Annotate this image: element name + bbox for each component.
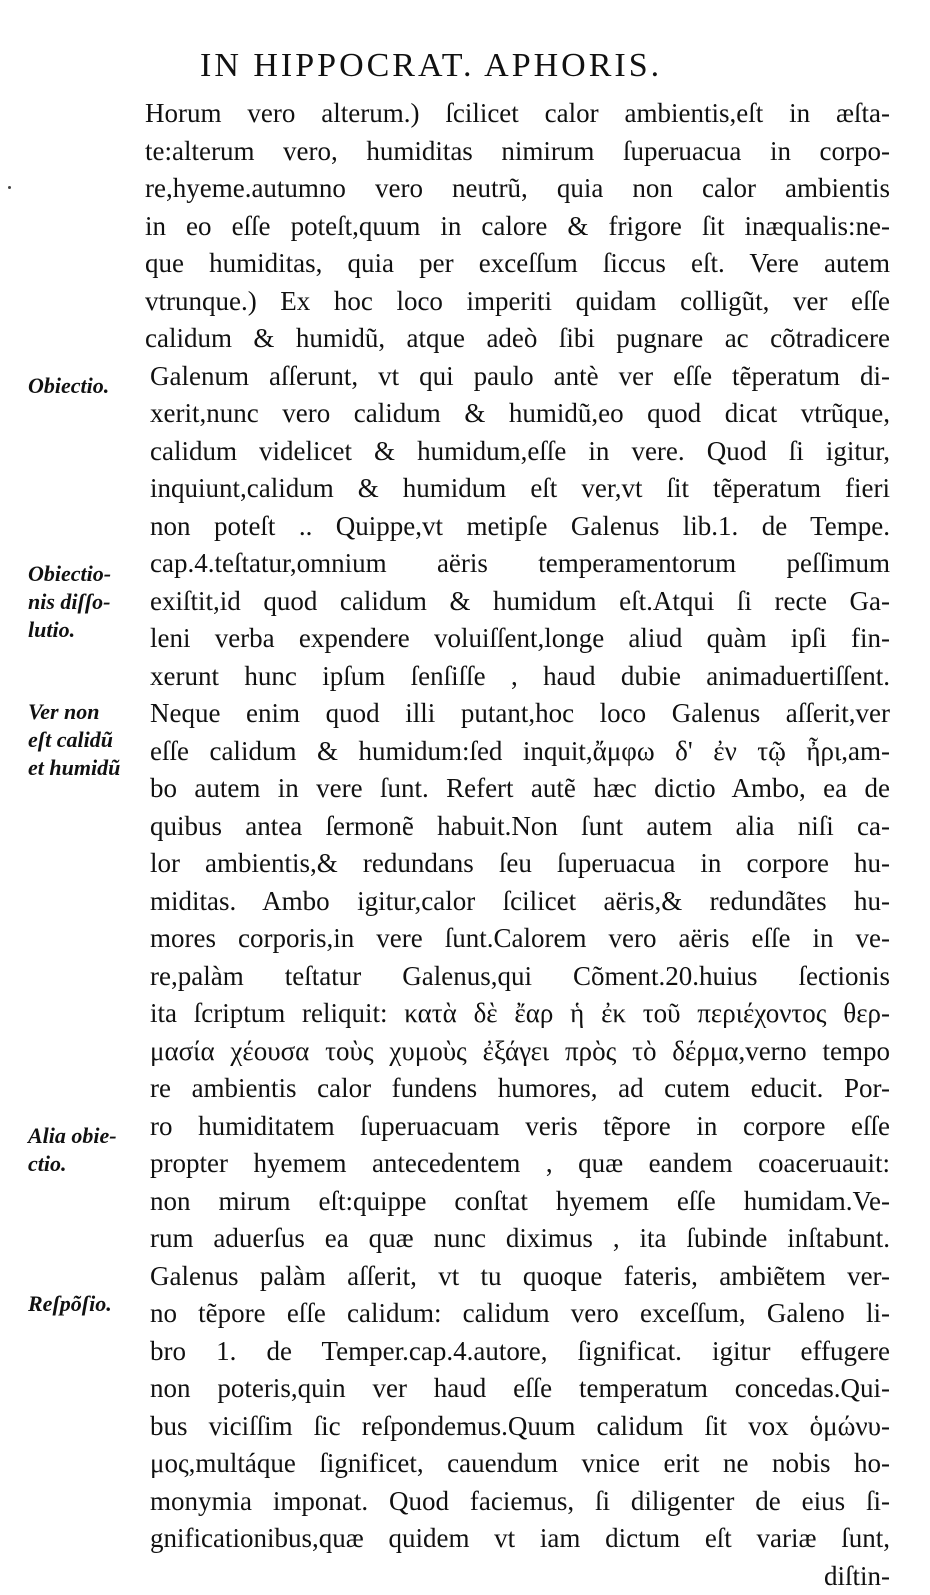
text-line: quibus antea ſermonẽ habuit.Non ſunt autem alia niſi ca-	[145, 808, 890, 846]
text-line: non poteſt .. Quippe,vt metipſe Galenus lib.1. de Tempe.	[145, 508, 890, 546]
text-line: in eo eſſe poteſt,quum in calore & frigore ſit inæqualis:ne-	[145, 208, 890, 246]
stray-ink-mark	[8, 186, 11, 189]
text-line: cap.4.teſtatur,omnium aëris temperamentorum peſſimum	[145, 545, 890, 583]
text-line: re ambientis calor fundens humores, ad cutem educit. Por-	[145, 1070, 890, 1108]
text-line: bus viciſſim ſic reſpondemus.Quum calidum ſit vox ὁμώνυ-	[145, 1408, 890, 1446]
text-line: miditas. Ambo igitur,calor ſcilicet aëris,& redundãtes hu-	[145, 883, 890, 921]
margin-note-alia-obiectio: Alia obie- ctio.	[28, 1122, 117, 1178]
text-line: ro humiditatem ſuperuacuam veris tẽpore in corpore eſſe	[145, 1108, 890, 1146]
body-text	[145, 95, 890, 1595]
text-line: calidum videlicet & humidum,eſſe in vere. Quod ſi igitur,	[145, 433, 890, 471]
text-line: ita ſcriptum reliquit: κατὰ δὲ ἔαρ ἡ ἐκ τοῦ περιέχοντος θερ-	[145, 995, 890, 1033]
text-line: no tẽpore eſſe calidum: calidum vero exceſſum, Galeno li-	[145, 1295, 890, 1333]
text-line: inquiunt,calidum & humidum eſt ver,vt ſit tẽperatum fieri	[145, 470, 890, 508]
text-line: Galenum aſſerunt, vt qui paulo antè ver eſſe tẽperatum di-	[145, 358, 890, 396]
text-line: lor ambientis,& redundans ſeu ſuperuacua in corpore hu-	[145, 845, 890, 883]
text-line: Galenus palàm aſſerit, vt tu quoque fateris, ambiẽtem ver-	[145, 1258, 890, 1296]
text-line: μος,multáque ſignificet, cauendum vnice erit ne nobis ho-	[145, 1445, 890, 1483]
text-line: monymia imponat. Quod faciemus, ſi diligenter de eius ſi-	[145, 1483, 890, 1521]
text-line: Horum vero alterum.) ſcilicet calor ambientis,eſt in æſta-	[145, 95, 890, 133]
text-line: bo autem in vere ſunt. Refert autẽ hæc dictio Ambo, ea de	[145, 770, 890, 808]
text-line: gnificationibus,quæ quidem vt iam dictum eſt variæ ſunt,	[145, 1520, 890, 1558]
text-line: mores corporis,in vere ſunt.Calorem vero aëris eſſe in ve-	[145, 920, 890, 958]
text-line: exiſtit,id quod calidum & humidum eſt.Atqui ſi recte Ga-	[145, 583, 890, 621]
margin-note-obiectio: Obiectio.	[28, 372, 109, 400]
text-line: xerit,nunc vero calidum & humidũ,eo quod dicat vtrũque,	[145, 395, 890, 433]
catchword: diſtin-	[145, 1558, 890, 1595]
text-line: que humiditas, quia per exceſſum ſiccus eſt. Vere autem	[145, 245, 890, 283]
text-line: bro 1. de Temper.cap.4.autore, ſignificat. igitur effugere	[145, 1333, 890, 1371]
text-line: eſſe calidum & humidum:ſed inquit,ἄμφω δ' ἐν τῷ ἦρι,am-	[145, 733, 890, 771]
running-head: IN HIPPOCRAT. APHORIS.	[200, 46, 800, 86]
text-line: re,hyeme.autumno vero neutrũ, quia non calor ambientis	[145, 170, 890, 208]
text-line: calidum & humidũ, atque adeò ſibi pugnare ac cõtradicere	[145, 320, 890, 358]
margin-note-responsio: Reſpõſio.	[28, 1290, 112, 1318]
margin-note-obiectionis-dissolutio: Obiectio- nis diſſo- lutio.	[28, 560, 111, 644]
text-line: leni verba expendere voluiſſent,longe aliud quàm ipſi fin-	[145, 620, 890, 658]
text-line: μασία χέουσα τοὺς χυμοὺς ἐξάγει πρὸς τὸ δέρμα,verno tempo	[145, 1033, 890, 1071]
text-line: re,palàm teſtatur Galenus,qui Cõment.20.huius ſectionis	[145, 958, 890, 996]
text-line: non poteris,quin ver haud eſſe temperatum concedas.Qui-	[145, 1370, 890, 1408]
text-line: Neque enim quod illi putant,hoc loco Galenus aſſerit,ver	[145, 695, 890, 733]
text-line: rum aduerſus ea quæ nunc diximus , ita ſubinde inſtabunt.	[145, 1220, 890, 1258]
text-line: propter hyemem antecedentem , quæ eandem coaceruauit:	[145, 1145, 890, 1183]
margin-notes	[0, 0, 150, 1590]
text-line: xerunt hunc ipſum ſenſiſſe , haud dubie animaduertiſſent.	[145, 658, 890, 696]
margin-note-ver-non-est-calidum: Ver non eſt calidũ et humidũ	[28, 698, 120, 782]
text-line: vtrunque.) Ex hoc loco imperiti quidam colligũt, ver eſſe	[145, 283, 890, 321]
text-line: non mirum eſt:quippe conſtat hyemem eſſe humidam.Ve-	[145, 1183, 890, 1221]
text-line: te:alterum vero, humiditas nimirum ſuperuacua in corpo-	[145, 133, 890, 171]
